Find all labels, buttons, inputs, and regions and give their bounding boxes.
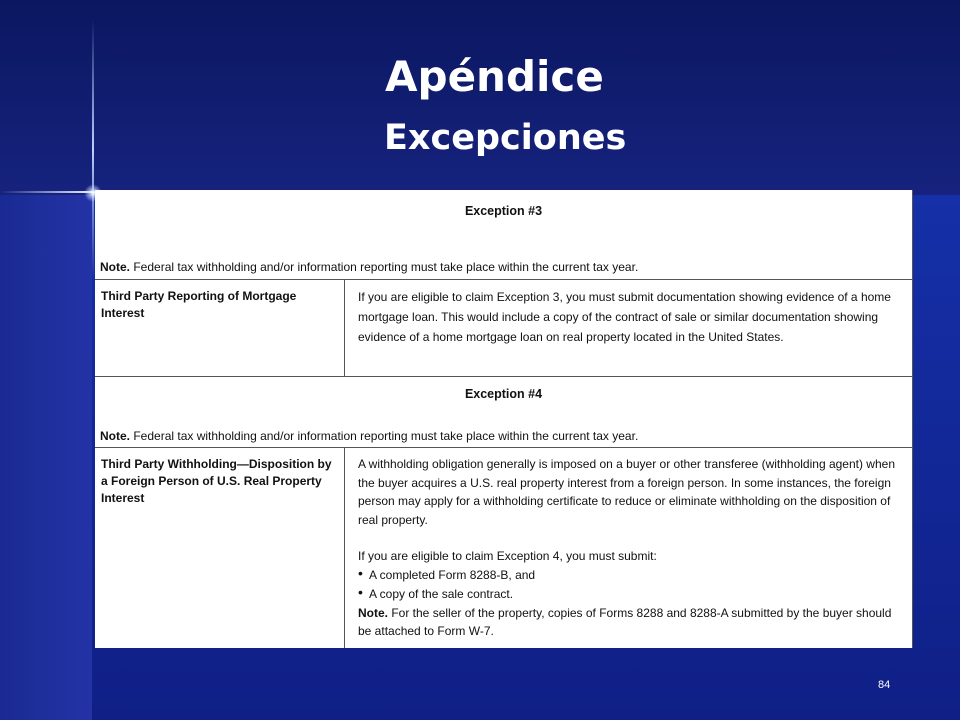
list-item: • A copy of the sale contract.	[358, 585, 900, 604]
slide-subtitle: Excepciones	[384, 118, 627, 158]
page-number: 84	[878, 679, 891, 691]
exception-3-header	[95, 190, 913, 280]
exception-3-row-label: Third Party Reporting of Mortgage Interest	[95, 280, 345, 376]
exception-4-final-note-text: For the seller of the property, copies of Forms 8288 and 8288-A submitted by the buyer should be attached to Form W-7.	[358, 605, 892, 638]
exception-4-requirements-list	[358, 566, 900, 604]
exception-4-submit-intro: If you are eligible to claim Exception 4, you must submit:	[358, 549, 657, 563]
exception-3-note-text: Federal tax withholding and/or information reporting must take place within the current tax year.	[133, 260, 639, 274]
slide-left-band	[0, 195, 92, 720]
exception-3-row	[95, 280, 913, 377]
document-excerpt	[95, 190, 913, 648]
exception-4-description: A withholding obligation generally is imposed on a buyer or other transferee (withholding agent) when the buyer acquires a U.S. real property interest from a foreign person. In some instances, the foreign person may apply for a withholding certificate to reduce or eliminate withholding on the disposition of real property.	[358, 457, 895, 527]
list-item: • A completed Form 8288-B, and	[358, 566, 900, 585]
exception-3-note-label: Note.	[100, 260, 130, 274]
exception-3-row-text	[345, 280, 912, 376]
exception-3-heading: Exception #3	[464, 204, 543, 218]
light-flare-vertical	[92, 20, 94, 280]
exception-4-row-label: Third Party Withholding—Disposition by a Foreign Person of U.S. Real Property Interest	[95, 448, 345, 648]
exception-4-row	[95, 448, 913, 648]
exception-4-final-note-label: Note.	[358, 605, 388, 620]
exception-3-note	[100, 260, 638, 274]
slide-title: Apéndice	[385, 52, 604, 101]
exception-4-final-note	[358, 604, 900, 641]
exception-4-note	[100, 429, 638, 443]
exception-4-heading: Exception #4	[464, 387, 543, 401]
exception-4-header	[95, 377, 913, 448]
exception-4-row-text	[345, 448, 912, 648]
exception-4-note-text: Federal tax withholding and/or information reporting must take place within the current tax year.	[133, 429, 639, 443]
exception-4-note-label: Note.	[100, 429, 130, 443]
exception-3-description: If you are eligible to claim Exception 3, you must submit documentation showing evidence of a home mortgage loan. This would include a copy of the contract of sale or similar documentation showing evidence of a home mortgage loan on real property located in the United States.	[358, 290, 891, 344]
